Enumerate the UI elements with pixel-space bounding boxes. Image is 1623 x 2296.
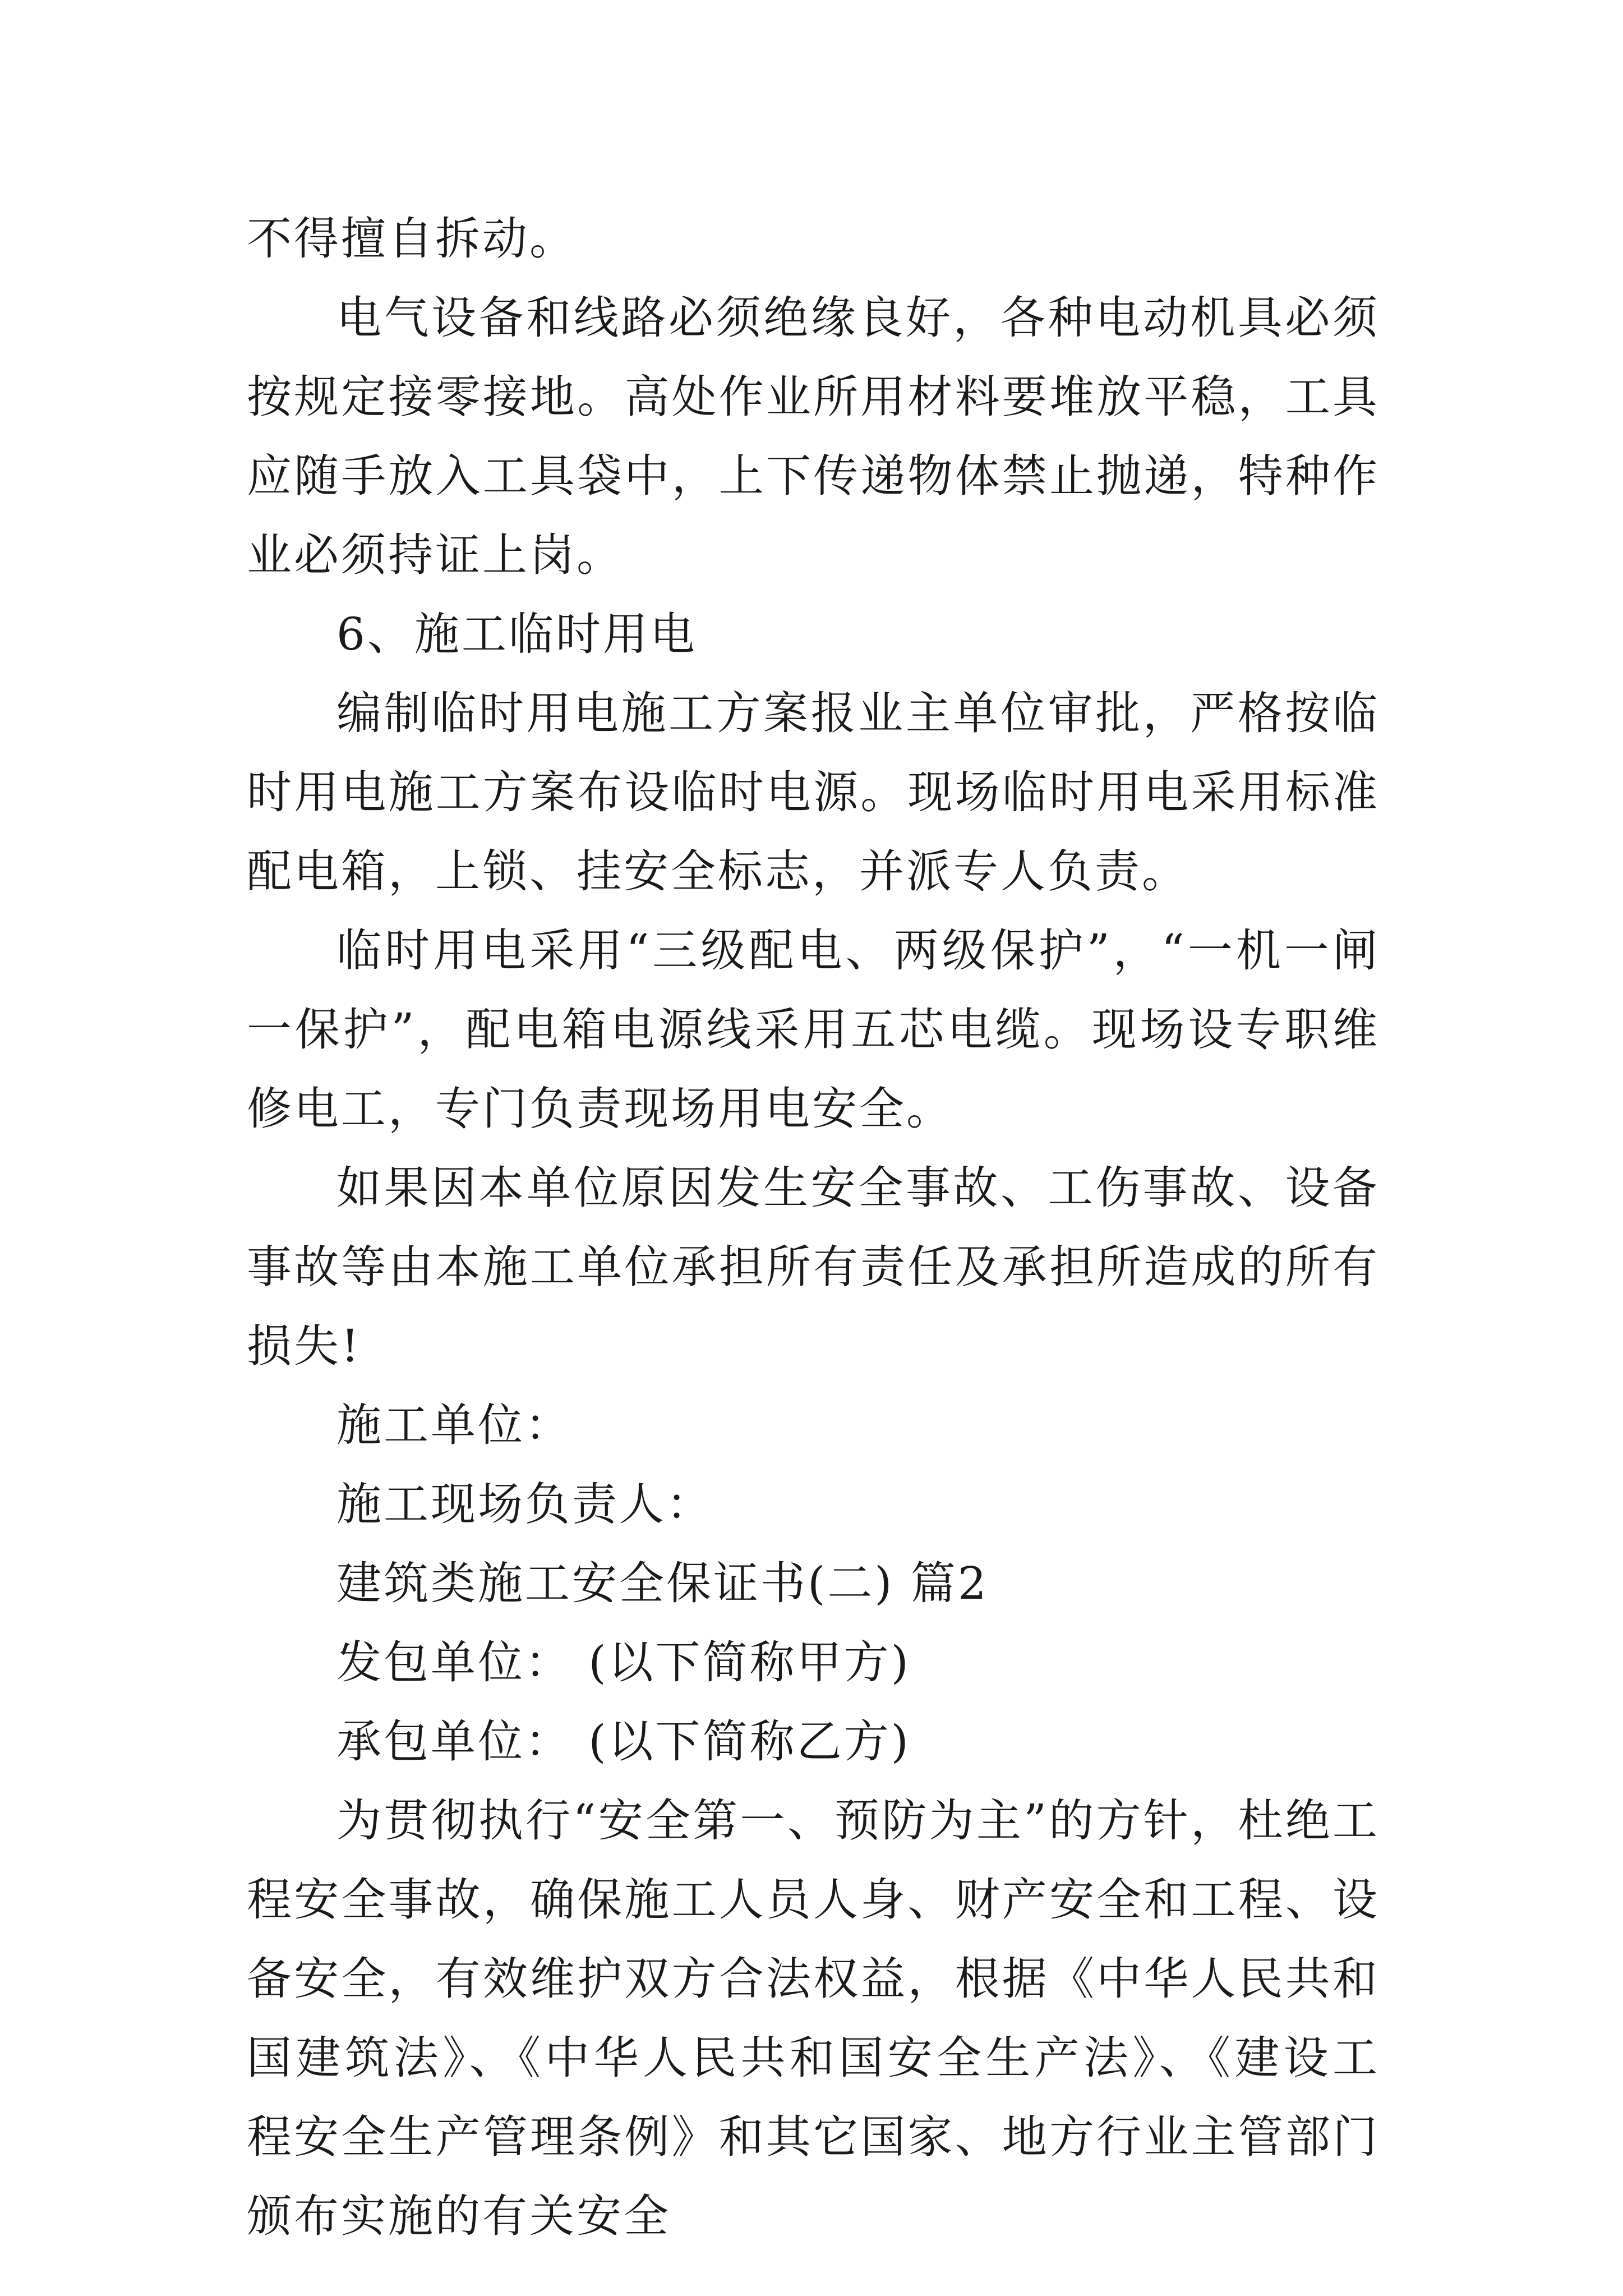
- paragraph-electrical-equipment: 电气设备和线路必须绝缘良好，各种电动机具必须按规定接零接地。高处作业所用材料要堆放平稳，工具应随手放入工具袋中，上下传递物体禁止抛递，特种作业必须持证上岗。: [247, 292, 1380, 581]
- signature-line-unit: 施工单位：: [336, 1399, 572, 1451]
- paragraph-power-protection: 临时用电采用“三级配电、两级保护”，“一机一闸一保护”，配电箱电源线采用五芯电缆。现场设专职维修电工，专门负责现场用电安全。: [247, 924, 1380, 1135]
- party-b-line: 承包单位： (以下简称乙方): [336, 1715, 911, 1768]
- document-body: [247, 199, 1380, 2256]
- signature-line-site-manager: 施工现场负责人：: [336, 1478, 713, 1530]
- party-a-line: 发包单位： (以下简称甲方): [336, 1636, 911, 1688]
- paragraph-power-plan: 编制临时用电施工方案报业主单位审批，严格按临时用电施工方案布设临时电源。现场临时用电采用标准配电箱，上锁、挂安全标志，并派专人负责。: [247, 687, 1380, 898]
- document-title-part-2: 建筑类施工安全保证书(二) 篇2: [336, 1557, 989, 1609]
- paragraph-continuation: 不得擅自拆动。: [247, 213, 577, 265]
- section-heading-temporary-power: 6、施工临时用电: [336, 608, 697, 660]
- paragraph-liability: 如果因本单位原因发生安全事故、工伤事故、设备事故等由本施工单位承担所有责任及承担所造成的所有损失!: [247, 1162, 1380, 1372]
- paragraph-purpose: 为贯彻执行“安全第一、预防为主”的方针，杜绝工程安全事故，确保施工人员人身、财产安全和工程、设备安全，有效维护双方合法权益，根据《中华人民共和国建筑法》、《中华人民共和国安全生产法》、《建设工程安全生产管理条例》和其它国家、地方行业主管部门颁布实施的有关安全: [247, 1795, 1380, 2242]
